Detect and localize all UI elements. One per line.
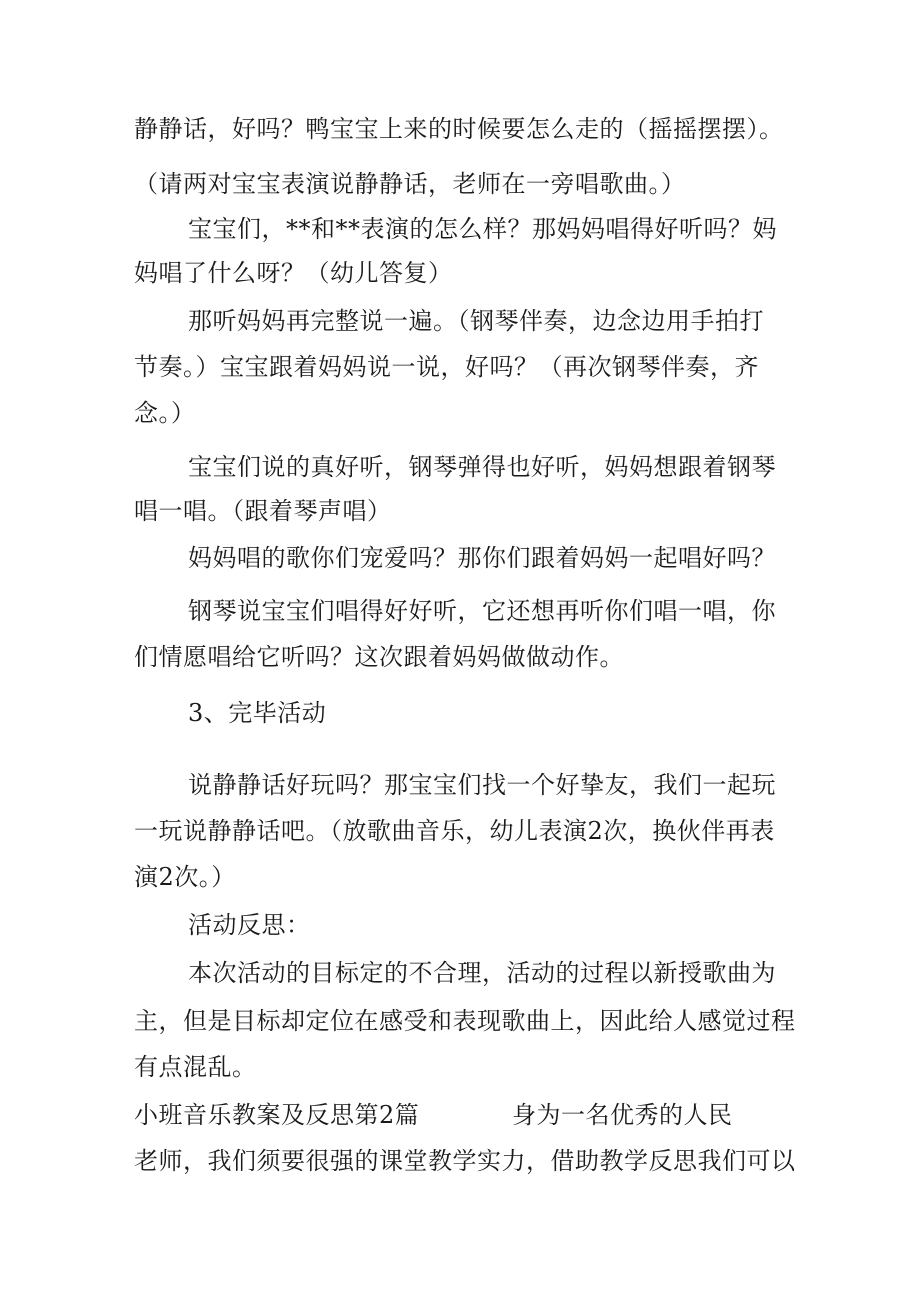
text-line: 念。）: [134, 399, 196, 427]
text-line: 老师，我们须要很强的课堂教学实力，借助教学反思我们可以: [134, 1147, 796, 1175]
text-line: 主，但是目标却定位在感受和表现歌曲上，因此给人感觉过程: [134, 1007, 796, 1035]
text-line: 一玩说静静话吧。（放歌曲音乐，幼儿表演2次，换伙伴再表: [134, 817, 775, 845]
text-line: 唱一唱。（跟着琴声唱）: [134, 497, 392, 525]
text-line: 宝宝们说的真好听，钢琴弹得也好听，妈妈想跟着钢琴: [188, 453, 776, 481]
text-line: 妈唱了什么呀？（幼儿答复）: [134, 259, 453, 287]
text-line: 宝宝们，**和**表演的怎么样？那妈妈唱得好听吗？妈: [188, 215, 777, 243]
text-line: 有点混乱。: [134, 1053, 257, 1081]
text-line: 那听妈妈再完整说一遍。（钢琴伴奏，边念边用手拍打: [188, 307, 764, 335]
text-line: 本次活动的目标定的不合理，活动的过程以新授歌曲为: [188, 959, 776, 987]
text-line: 钢琴说宝宝们唱得好好听，它还想再听你们唱一唱，你: [188, 597, 776, 625]
text-line: 静静话，好吗？鸭宝宝上来的时候要怎么走的（摇摇摆摆）。: [134, 115, 784, 143]
document-title: 小班音乐教案及反思第2篇: [134, 1101, 420, 1129]
text-line: 妈妈唱的歌你们宠爱吗？那你们跟着妈妈一起唱好吗？: [188, 544, 776, 572]
subheading: 活动反思：: [188, 911, 311, 939]
text-line: （请两对宝宝表演说静静话，老师在一旁唱歌曲。）: [134, 170, 686, 198]
text-line: 身为一名优秀的人民: [512, 1101, 733, 1129]
text-line: 说静静话好玩吗？那宝宝们找一个好挚友，我们一起玩: [188, 771, 776, 799]
text-line: 节奏。）宝宝跟着妈妈说一说，好吗？（再次钢琴伴奏，齐: [134, 353, 759, 381]
text-line: 们情愿唱给它听吗？这次跟着妈妈做做动作。: [134, 643, 624, 671]
section-heading: 3、完毕活动: [188, 699, 327, 727]
text-line: 演2次。）: [134, 863, 236, 891]
